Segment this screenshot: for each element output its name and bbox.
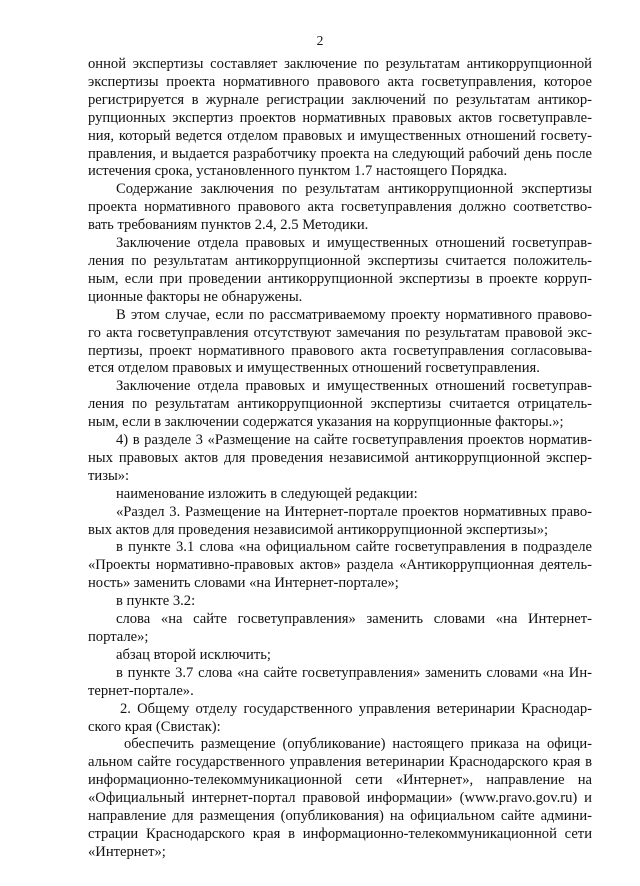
text-line: в пункте 3.1 слова «на официальном сайте госветуправления в подразделе [116,539,592,556]
text-line: «Раздел 3. Размещение на Интернет-портале проектов нормативных право- [116,503,592,520]
text-line: «Интернет»; [88,843,166,860]
paragraph [88,701,592,737]
text-line: «Проекты нормативно-правовых актов» раздела «Антикоррупционная деятель- [88,557,592,574]
text-line: пертизы, проект нормативного правового акта госветуправления согласовыва- [88,342,592,359]
text-line: информационно-телекоммуникационной сети «Интернет», направление на [88,772,592,789]
text-line: ления по результатам антикоррупционной экспертизы считается положитель- [88,252,592,269]
paragraph [88,56,592,181]
paragraph [88,307,592,379]
text-line: ность» заменить словами «на Интернет-портале»; [88,575,399,592]
paragraph [88,378,592,432]
paragraph [88,611,592,647]
document-body [88,56,592,862]
text-line: обеспечить размещение (опубликование) настоящего приказа на офици- [124,736,592,753]
text-line: слова «на сайте госветуправления» заменить словами «на Интернет- [116,611,592,628]
text-line: ным, если при проведении антикоррупционной экспертизы в проекте корруп- [88,270,592,287]
text-line: вать требованиям пунктов 2.4, 2.5 Методики. [88,217,369,234]
text-line: вых актов для проведения независимой антикоррупционной экспертизы»; [88,521,549,538]
text-line: Содержание заключения по результатам антикоррупционной экспертизы [116,181,592,198]
paragraph [88,181,592,235]
text-line: экспертизы проекта нормативного правового акта госветуправления, которое [88,73,592,90]
paragraph [88,486,592,504]
text-line: портале»; [88,629,149,645]
text-line: ния, который ведется отделом правовых и имущественных отношений госвету- [88,127,592,144]
paragraph [88,504,592,540]
text-line: ского края (Свистак): [88,718,221,735]
paragraph [88,665,592,701]
text-line: онной экспертизы составляет заключение по результатам антикоррупционной [88,56,592,72]
text-line: Заключение отдела правовых и имущественных отношений госветуправ- [116,378,592,395]
text-line: направление для размещения (опубликования) на официальном сайте админи- [88,808,592,825]
text-line: правления, и выдается разработчику проекта на следующий рабочий день после [88,145,592,162]
paragraph [88,235,592,307]
text-line: ционные факторы не обнаружены. [88,288,303,305]
text-line: 2. Общему отделу государственного управления ветеринарии Краснодар- [120,700,592,717]
text-line: В этом случае, если по рассматриваемому проекту нормативного правово- [116,306,592,323]
text-line: «Официальный интернет-портал правовой информации» (www.pravo.gov.ru) и [88,790,592,807]
paragraph [88,432,592,486]
page-number: 2 [316,33,324,48]
text-line: го акта госветуправления отсутствуют замечания по результатам правовой экс- [88,324,592,341]
text-line: регистрируется в журнале регистрации заключений по результатам антикор- [88,91,592,108]
text-line: тизы»: [88,467,130,484]
text-line: страции Краснодарского края в информационно-телекоммуникационной сети [88,825,592,842]
text-line: ным, если в заключении содержатся указания на коррупционные факторы.»; [88,414,564,431]
text-line: наименование изложить в следующей редакции: [116,485,418,502]
text-line: ется отделом правовых и имущественных отношений госветуправления. [88,360,540,377]
text-line: альном сайте государственного управления ветеринарии Краснодарского края в [88,754,592,771]
paragraph [88,647,592,665]
text-line: абзац второй исключить; [116,646,271,663]
text-line: 4) в разделе 3 «Размещение на сайте госветуправления проектов норматив- [116,432,592,449]
text-line: в пункте 3.2: [116,593,196,610]
text-line: Заключение отдела правовых и имущественных отношений госветуправ- [116,235,592,252]
text-line: рупционных экспертиз проектов нормативных правовых актов госветуправле- [88,109,592,126]
paragraph [88,736,592,861]
text-line: тернет-портале». [88,682,194,699]
text-line: проекта нормативного правового акта госветуправления должно соответство- [88,199,592,216]
paragraph [88,539,592,593]
text-line: ных правовых актов для проведения независимой антикоррупционной экспер- [88,449,592,466]
text-line: ления по результатам антикоррупционной экспертизы считается отрицатель- [88,396,592,413]
paragraph [88,593,592,611]
text-line: истечения срока, установленного пунктом 1.7 настоящего Порядка. [88,163,508,180]
text-line: в пункте 3.7 слова «на сайте госветуправления» заменить словами «на Ин- [116,664,592,681]
